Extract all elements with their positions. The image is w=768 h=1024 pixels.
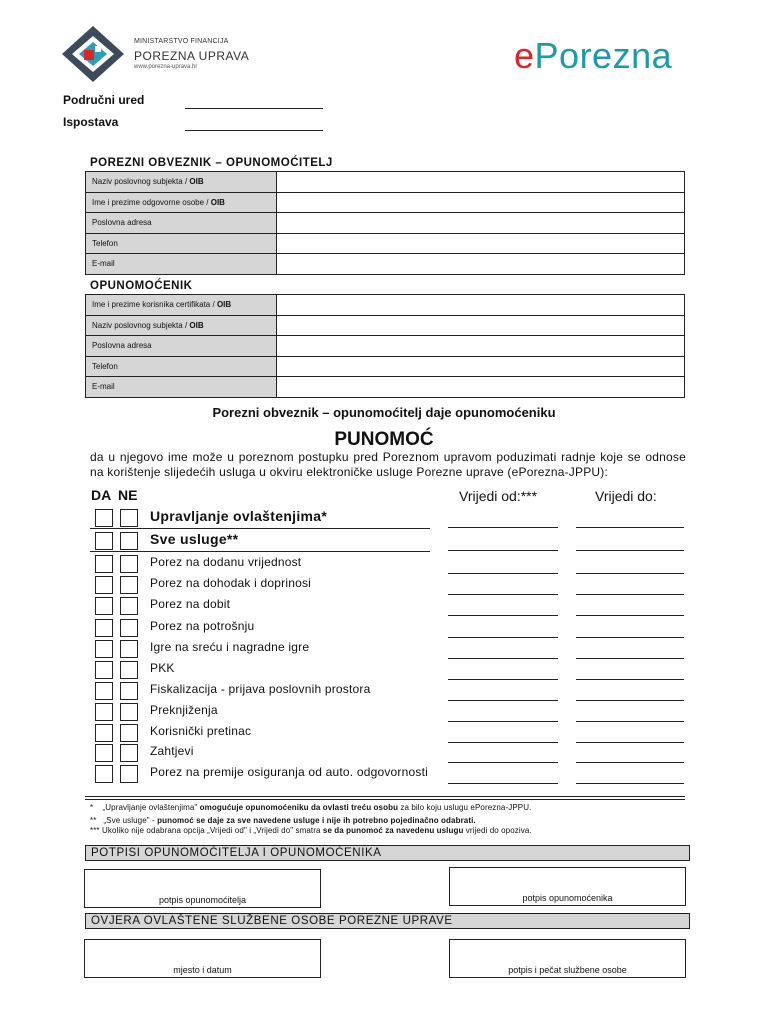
checkbox-da[interactable] — [95, 576, 113, 594]
table-row — [86, 192, 685, 213]
service-label: Igre na sreću i nagradne igre — [150, 640, 310, 654]
grantee-business-oib-field[interactable] — [277, 315, 685, 336]
column-da: DA — [91, 487, 112, 503]
checkbox-ne[interactable] — [120, 744, 138, 762]
service-label: Fiskalizacija - prijava poslovnih prostora — [150, 682, 371, 696]
eporezna-logo-e: e — [514, 35, 535, 76]
service-label: Zahtjevi — [150, 744, 194, 758]
grantor-label: Poslovna adresa — [86, 213, 277, 234]
checkbox-ne[interactable] — [120, 661, 138, 679]
checkbox-da[interactable] — [95, 703, 113, 721]
column-ne: NE — [118, 487, 138, 503]
note-1: * „Upravljanje ovlaštenjima" omogućuje opunomoćeniku da ovlasti treću osobu za bilo koju uslugu ePorezna-JPPU. — [90, 803, 532, 812]
regional-office-label: Područni ured — [63, 93, 145, 107]
grantor-table — [85, 171, 685, 275]
note-3: *** Ukoliko nije odabrana opcija „Vrijedi od" i „Vrijedi do" smatra se da punomoć za navedenu uslugu vrijedi do opoziva. — [90, 826, 532, 835]
checkbox-da[interactable] — [95, 744, 113, 762]
checkbox-ne[interactable] — [120, 555, 138, 573]
checkbox-da[interactable] — [95, 765, 113, 783]
checkbox-ne[interactable] — [120, 576, 138, 594]
grantee-label: Naziv poslovnog subjekta / OIB — [86, 315, 277, 336]
grantee-address-field[interactable] — [277, 336, 685, 357]
grantor-section-title: POREZNI OBVEZNIK – OPUNOMOĆITELJ — [90, 157, 333, 169]
divider — [85, 799, 685, 800]
eporezna-logo-text: Porezna — [534, 35, 673, 76]
checkbox-da[interactable] — [95, 682, 113, 700]
valid-to-field[interactable] — [576, 594, 684, 595]
grantor-label: Telefon — [86, 233, 277, 254]
checkbox-ne[interactable] — [120, 597, 138, 615]
ministry-name: MINISTARSTVO FINANCIJA — [134, 38, 229, 45]
service-label: PKK — [150, 661, 175, 675]
table-row — [86, 233, 685, 254]
valid-from-field[interactable] — [448, 658, 558, 659]
note-2: ** „Sve usluge" - punomoć se daje za sve navedene usluge i nije ih potrebno pojedinačno odabrati. — [90, 816, 476, 825]
checkbox-ne[interactable] — [120, 619, 138, 637]
service-label: Sve usluge** — [150, 531, 239, 547]
grantor-address-field[interactable] — [277, 213, 685, 234]
checkbox-ne[interactable] — [120, 765, 138, 783]
table-row — [86, 295, 685, 316]
valid-from-field[interactable] — [448, 721, 558, 722]
valid-to-field[interactable] — [576, 762, 684, 763]
table-row — [86, 377, 685, 398]
checkbox-ne[interactable] — [120, 682, 138, 700]
agency-website: www.porezna-uprava.hr — [134, 64, 198, 70]
regional-office-field[interactable] — [185, 107, 323, 109]
valid-to-field[interactable] — [576, 637, 684, 638]
grantee-label: E-mail — [86, 377, 277, 398]
grantor-label: Ime i prezime odgovorne osobe / OIB — [86, 192, 277, 213]
grantee-label: Telefon — [86, 356, 277, 377]
grant-subtitle: Porezni obveznik – opunomoćitelj daje opunomoćeniku — [212, 405, 556, 420]
valid-from-field[interactable] — [448, 594, 558, 595]
grantor-label: Naziv poslovnog subjekta / OIB — [86, 172, 277, 193]
valid-to-field[interactable] — [576, 679, 684, 680]
valid-from-field[interactable] — [448, 550, 558, 551]
valid-to-field[interactable] — [576, 742, 684, 743]
valid-to-field[interactable] — [576, 721, 684, 722]
checkbox-da[interactable] — [95, 640, 113, 658]
grantor-email-field[interactable] — [277, 254, 685, 275]
valid-from-field[interactable] — [448, 615, 558, 616]
checkbox-da[interactable] — [95, 532, 113, 550]
checkbox-ne[interactable] — [120, 703, 138, 721]
checkbox-ne[interactable] — [120, 532, 138, 550]
intro-text: da u njegovo ime može u poreznom postupku pred Poreznom upravom poduzimati radnje koje se odnose na korištenje slijedećih usluga u okviru elektroničke usluge Porezne uprave (ePorezna-JPPU): — [90, 450, 686, 479]
service-label: Porez na premije osiguranja od auto. odgovornosti — [150, 765, 428, 779]
service-divider — [90, 551, 430, 552]
place-date-label: mjesto i datum — [173, 965, 232, 975]
grantee-phone-field[interactable] — [277, 356, 685, 377]
service-label: Porez na dobit — [150, 597, 231, 611]
table-row — [86, 356, 685, 377]
checkbox-da[interactable] — [95, 661, 113, 679]
service-divider — [90, 528, 430, 529]
grantee-label: Ime i prezime korisnika certifikata / OIB — [86, 295, 277, 316]
grantor-label: E-mail — [86, 254, 277, 275]
document-title: PUNOMOĆ — [334, 429, 434, 450]
grantee-signature-label: potpis opunomoćenika — [522, 893, 613, 903]
checkbox-da[interactable] — [95, 509, 113, 527]
grantee-section-title: OPUNOMOĆENIK — [90, 280, 193, 292]
checkbox-da[interactable] — [95, 597, 113, 615]
eporezna-logo — [514, 35, 673, 76]
valid-from-field[interactable] — [448, 573, 558, 574]
porezna-uprava-logo-icon — [62, 26, 124, 82]
valid-to-field[interactable] — [576, 615, 684, 616]
checkbox-da[interactable] — [95, 619, 113, 637]
grantor-responsible-person-field[interactable] — [277, 192, 685, 213]
valid-from-field[interactable] — [448, 679, 558, 680]
checkbox-ne[interactable] — [120, 640, 138, 658]
column-valid-from: Vrijedi od:*** — [459, 488, 538, 504]
verification-bar: OVJERA OVLAŠTENE SLUŽBENE OSOBE POREZNE UPRAVE — [85, 913, 690, 929]
valid-from-field[interactable] — [448, 742, 558, 743]
valid-from-field[interactable] — [448, 637, 558, 638]
table-row — [86, 254, 685, 275]
service-label: Preknjiženja — [150, 703, 218, 717]
checkbox-ne[interactable] — [120, 724, 138, 742]
grantee-label: Poslovna adresa — [86, 336, 277, 357]
grantor-phone-field[interactable] — [277, 233, 685, 254]
valid-to-field[interactable] — [576, 550, 684, 551]
table-row — [86, 336, 685, 357]
signatures-bar: POTPISI OPUNOMOĆITELJA I OPUNOMOĆENIKA — [85, 845, 690, 861]
valid-from-field[interactable] — [448, 700, 558, 701]
valid-to-field[interactable] — [576, 658, 684, 659]
service-label: Upravljanje ovlaštenjima* — [150, 508, 328, 524]
valid-from-field[interactable] — [448, 527, 558, 528]
valid-to-field[interactable] — [576, 783, 684, 784]
grantee-table — [85, 294, 685, 398]
table-row — [86, 315, 685, 336]
divider — [85, 796, 685, 797]
table-row — [86, 172, 685, 193]
valid-from-field[interactable] — [448, 762, 558, 763]
grantor-name-oib-field[interactable] — [277, 172, 685, 193]
agency-name: POREZNA UPRAVA — [134, 49, 250, 63]
service-label: Porez na dodanu vrijednost — [150, 555, 302, 569]
valid-to-field[interactable] — [576, 700, 684, 701]
checkbox-da[interactable] — [95, 724, 113, 742]
column-valid-to: Vrijedi do: — [595, 488, 657, 504]
grantee-email-field[interactable] — [277, 377, 685, 398]
branch-label: Ispostava — [63, 115, 119, 129]
table-row — [86, 213, 685, 234]
valid-to-field[interactable] — [576, 527, 684, 528]
service-label: Korisnički pretinac — [150, 724, 252, 738]
branch-field[interactable] — [185, 129, 323, 131]
checkbox-da[interactable] — [95, 555, 113, 573]
grantor-signature-label: potpis opunomoćitelja — [158, 895, 247, 905]
grantee-name-oib-field[interactable] — [277, 295, 685, 316]
valid-from-field[interactable] — [448, 783, 558, 784]
official-signature-label: potpis i pečat službene osobe — [508, 965, 627, 975]
checkbox-ne[interactable] — [120, 509, 138, 527]
service-label: Porez na dohodak i doprinosi — [150, 576, 312, 590]
valid-to-field[interactable] — [576, 573, 684, 574]
service-label: Porez na potrošnju — [150, 619, 255, 633]
